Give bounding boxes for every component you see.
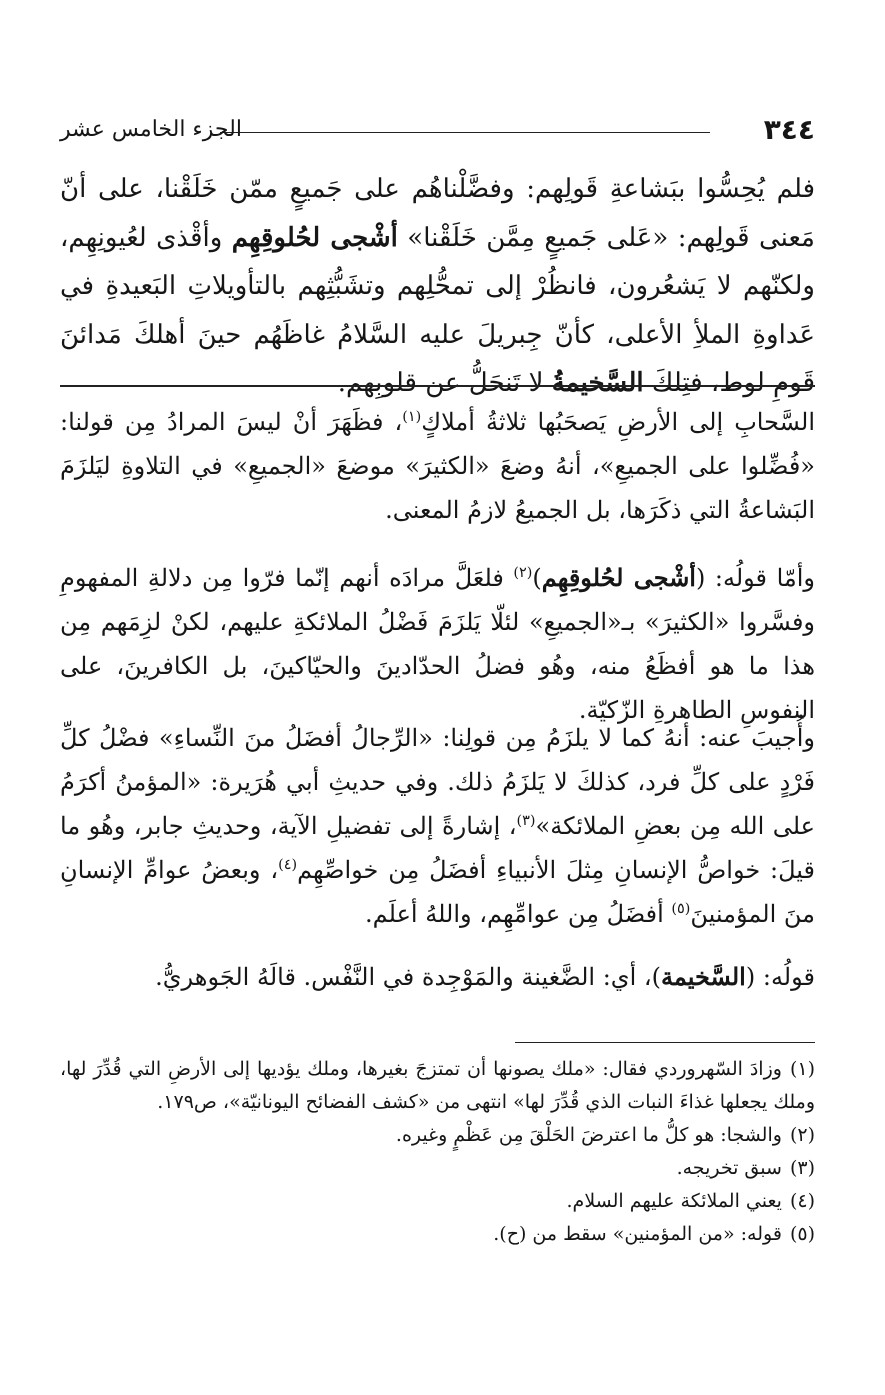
paragraph-text: وأُجيبَ عنه: أنهُ كما لا يلزَمُ مِن قولِنا: «الرِّجالُ أفضَلُ منَ النِّساءِ» فضْلُ كلِّ فَرْدٍ على كلِّ فرد، كذلكَ لا يَلزَمُ ذلك. وفي حديثِ أبي هُرَيرة: «المؤمنُ أكرَمُ على الله مِن بعضِ الملائكة»	[60, 724, 815, 840]
footnote-number: (١)	[789, 1058, 815, 1080]
paragraph-text: أفضَلُ مِن عوامِّهِم، واللهُ أعلَم.	[365, 900, 672, 928]
footnote	[60, 1119, 815, 1152]
footnote-text: والشجا: هو كلُّ ما اعترضَ الحَلْقَ مِن عَظْمٍ وغيره.	[395, 1124, 782, 1146]
header-rule	[220, 132, 710, 133]
footnote	[60, 1053, 815, 1119]
footnotes	[60, 1053, 815, 1251]
commentary-paragraph-4	[60, 955, 815, 999]
running-title: الجزء الخامس عشر	[60, 117, 242, 142]
bold-term: أشْجى لحُلوقِهِم	[541, 563, 696, 592]
footnote-marker: (٥)	[671, 901, 691, 917]
commentary-paragraph-3	[60, 716, 815, 936]
paragraph-text: قولُه: (	[745, 963, 815, 991]
footnote-number: (٢)	[789, 1124, 815, 1146]
footnote-number: (٥)	[789, 1223, 815, 1245]
footnote-text: قوله: «من المؤمنين» سقط من (ح).	[493, 1223, 782, 1245]
paragraph-text: السَّحابِ إلى الأرضِ يَصحَبُها ثلاثةُ أملاكٍ	[421, 408, 815, 436]
paragraph-text: ، فظَهَرَ أنْ ليسَ المرادُ مِن قولنا: «فُضِّلوا على الجميعِ»، أنهُ وضعَ «الكثيرَ» موضعَ «الجميعِ» في التلاوةِ ليَلزَمَ البَشاعةُ التي ذكَرَها، بل الجميعُ لازمُ المعنى.	[60, 408, 815, 524]
commentary-paragraph-2	[60, 556, 815, 732]
footnote-marker: (٢)	[513, 565, 533, 581]
footnote-number: (٤)	[789, 1190, 815, 1212]
paragraph-text: ، إشارةً إلى تفضيلِ الآية، وحديثِ جابر، وهُو ما قيلَ: خواصُّ الإنسانِ مِثلَ الأنبياءِ أفضَلُ مِن خواصِّهِم	[60, 812, 816, 884]
footnote	[60, 1152, 815, 1185]
footnote-number: (٣)	[789, 1157, 815, 1179]
quote-text: وأقْذى لعُيونِهِم، ولكنّهم لا يَشعُرون، فانظُرْ إلى تمحُّلِهم وتشَبُّثِهم بالتأويلاتِ البَعيدةِ في عَداوةِ الملأِ الأعلى، كأنّ جِبريلَ عليه السَّلامُ غاظَهُم حينَ أهلكَ مَدائنَ قَومِ لوط، فتِلكَ	[60, 222, 815, 398]
footnote-separator	[515, 1042, 815, 1043]
paragraph-text: )، أي: الضَّغينة والمَوْجِدة في النَّفْس. قالَهُ الجَوهريُّ.	[155, 963, 661, 991]
footnote-text: يعني الملائكة عليهم السلام.	[566, 1190, 782, 1212]
footnote	[60, 1185, 815, 1218]
footnote-marker: (٣)	[516, 813, 536, 829]
footnote	[60, 1218, 815, 1251]
footnote-text: وزادَ السّهروردي فقال: «ملك يصونها أن تمتزجَ بغيرها، وملك يؤديها إلى الأرضِ التي قُدِّرَ لها، وملك يجعلها غذاءَ النبات الذي قُدِّرَ لها» انتهى من «كشف الفضائح اليونانيّة»، ص١٧٩.	[60, 1058, 815, 1113]
commentary-paragraph-1	[60, 400, 815, 532]
footnote-text: سبق تخريجه.	[676, 1157, 782, 1179]
quote-text: لا تَنحَلُّ عن قلوبِهم.	[337, 368, 552, 398]
quote-bold-term: أشْجى لحُلوقِهِم	[231, 222, 398, 253]
page-header	[60, 110, 815, 150]
paragraph-text: فلعَلَّ مرادَه أنهم إنّما فرّوا مِن دلالةِ المفهومِ وفسَّروا «الكثيرَ» بـ«الجميعِ» لئلّا يَلزَمَ فَضْلُ الملائكةِ عليهم، لكنْ لزِمَهم مِن هذا ما هو أفظَعُ منه، وهُو فضلُ الحدّادينَ والحيّاكينَ، بل الكافرينَ، على النفوسِ الطاهرةِ الزّكيّة.	[60, 564, 815, 724]
quoted-text-block	[60, 165, 815, 408]
quote-bold-term: السَّخيمةُ	[551, 368, 644, 398]
section-divider	[60, 385, 815, 387]
footnote-marker: (١)	[402, 409, 422, 425]
paragraph-text: ، وبعضُ عوامِّ الإنسانِ منَ المؤمنينَ	[60, 856, 815, 928]
paragraph-text: )	[532, 564, 542, 592]
page-number: ٣٤٤	[763, 113, 815, 146]
bold-term: السَّخيمة	[660, 962, 746, 991]
paragraph-text: وأمّا قولُه: (	[695, 564, 815, 592]
quote-text: فلم يُحِسُّوا ببَشاعةِ قَولِهم: وفضَّلْناهُم على جَميعٍ ممّن خَلَقْنا، على أنّ مَعنى قَولِهم: «عَلى جَميعٍ مِمَّن خَلَقْنا»	[60, 174, 815, 253]
footnote-marker: (٤)	[278, 857, 298, 873]
quoted-paragraph	[60, 165, 815, 408]
